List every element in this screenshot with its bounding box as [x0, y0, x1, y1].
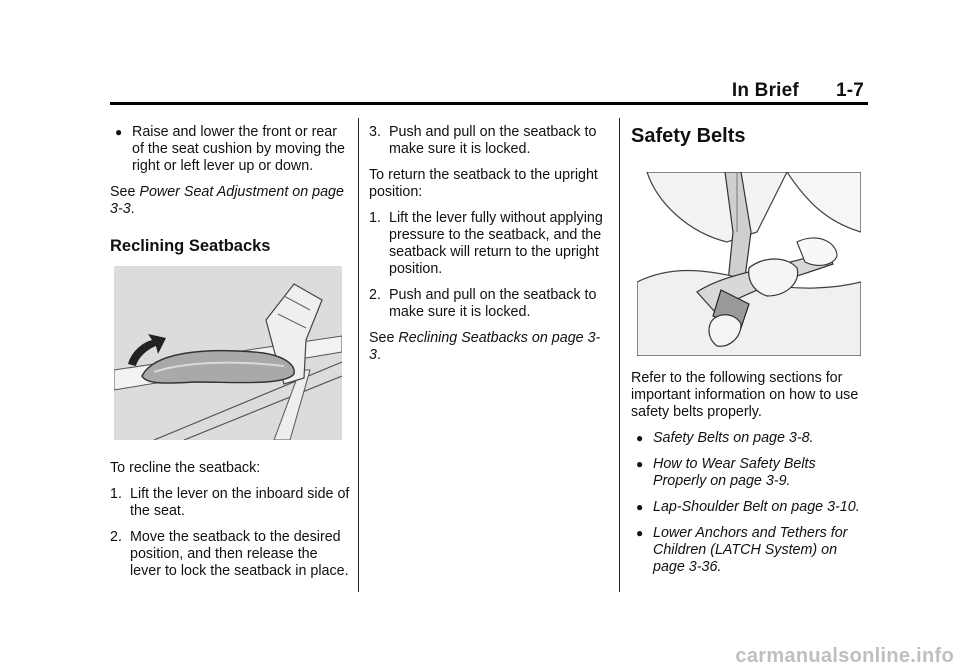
see-suffix: .: [376, 347, 381, 363]
list-item: [631, 525, 871, 576]
header-rule: [110, 102, 868, 105]
step-text: Lift the lever fully without applying pressure to the seatback, and the seatback will return to the upright position.: [389, 210, 603, 277]
see-suffix: .: [130, 201, 135, 217]
step-number: 3.: [369, 124, 381, 140]
bullet-icon: ●: [636, 457, 644, 471]
subsection-heading: Reclining Seatbacks: [110, 237, 271, 255]
page-number: 1-7: [835, 80, 864, 101]
cross-reference-link[interactable]: Safety Belts on page 3-8.: [653, 430, 814, 446]
list-item: [369, 124, 609, 158]
list-item: [631, 456, 871, 490]
section-heading: Safety Belts: [631, 125, 746, 147]
cross-reference-link[interactable]: Lap-Shoulder Belt on page 3-10.: [653, 499, 860, 515]
reclining-lever-illustration: [114, 266, 342, 440]
see-reference: [110, 184, 350, 218]
bullet-icon: ●: [636, 431, 644, 445]
list-item: [110, 124, 350, 175]
safety-belt-illustration: [637, 172, 861, 356]
safety-intro: Refer to the following sections for important information on how to use safety belts properly.: [631, 370, 859, 420]
step-number: 1.: [369, 210, 381, 226]
step-number: 2.: [110, 529, 122, 545]
list-item: [369, 287, 609, 321]
step-text: Push and pull on the seatback to make sure it is locked.: [389, 124, 597, 157]
list-item: [110, 486, 350, 520]
column-1-lower: [110, 460, 350, 580]
lever-illustration-svg: [114, 266, 342, 440]
running-header: [732, 80, 864, 102]
cross-reference-link[interactable]: Power Seat Adjustment on page 3-3: [110, 184, 344, 217]
column-divider-2: [619, 118, 620, 592]
column-3-lower: [631, 370, 871, 576]
column-3: [631, 125, 871, 147]
bullet-text: Raise and lower the front or rear of the seat cushion by moving the right or left lever up or down.: [132, 124, 345, 174]
column-divider-1: [358, 118, 359, 592]
see-reference: [369, 330, 609, 364]
belt-illustration-svg: [637, 172, 861, 356]
list-item: [110, 529, 350, 580]
step-number: 1.: [110, 486, 122, 502]
step-number: 2.: [369, 287, 381, 303]
step-text: Move the seatback to the desired position, and then release the lever to lock the seatback in place.: [130, 529, 349, 579]
cross-reference-link[interactable]: Reclining Seatbacks on page 3-3: [369, 330, 601, 363]
column-2: [369, 124, 609, 364]
step-text: Lift the lever on the inboard side of the seat.: [130, 486, 350, 519]
list-item: [369, 210, 609, 278]
step-text: Push and pull on the seatback to make sure it is locked.: [389, 287, 597, 320]
bullet-icon: ●: [115, 125, 123, 139]
section-title: In Brief: [731, 80, 799, 101]
list-item: [631, 430, 871, 447]
column-1: [110, 124, 350, 255]
return-intro: To return the seatback to the upright position:: [369, 167, 598, 200]
see-prefix: See: [369, 330, 399, 346]
recline-intro: To recline the seatback:: [110, 460, 261, 476]
watermark: carmanualsonline.info: [735, 645, 954, 667]
bullet-icon: ●: [636, 500, 644, 514]
see-prefix: See: [110, 184, 140, 200]
bullet-icon: ●: [636, 526, 644, 540]
cross-reference-link[interactable]: How to Wear Safety Belts Properly on page 3-9.: [653, 456, 816, 489]
cross-reference-link[interactable]: Lower Anchors and Tethers for Children (LATCH System) on page 3-36.: [653, 525, 848, 575]
list-item: [631, 499, 871, 516]
